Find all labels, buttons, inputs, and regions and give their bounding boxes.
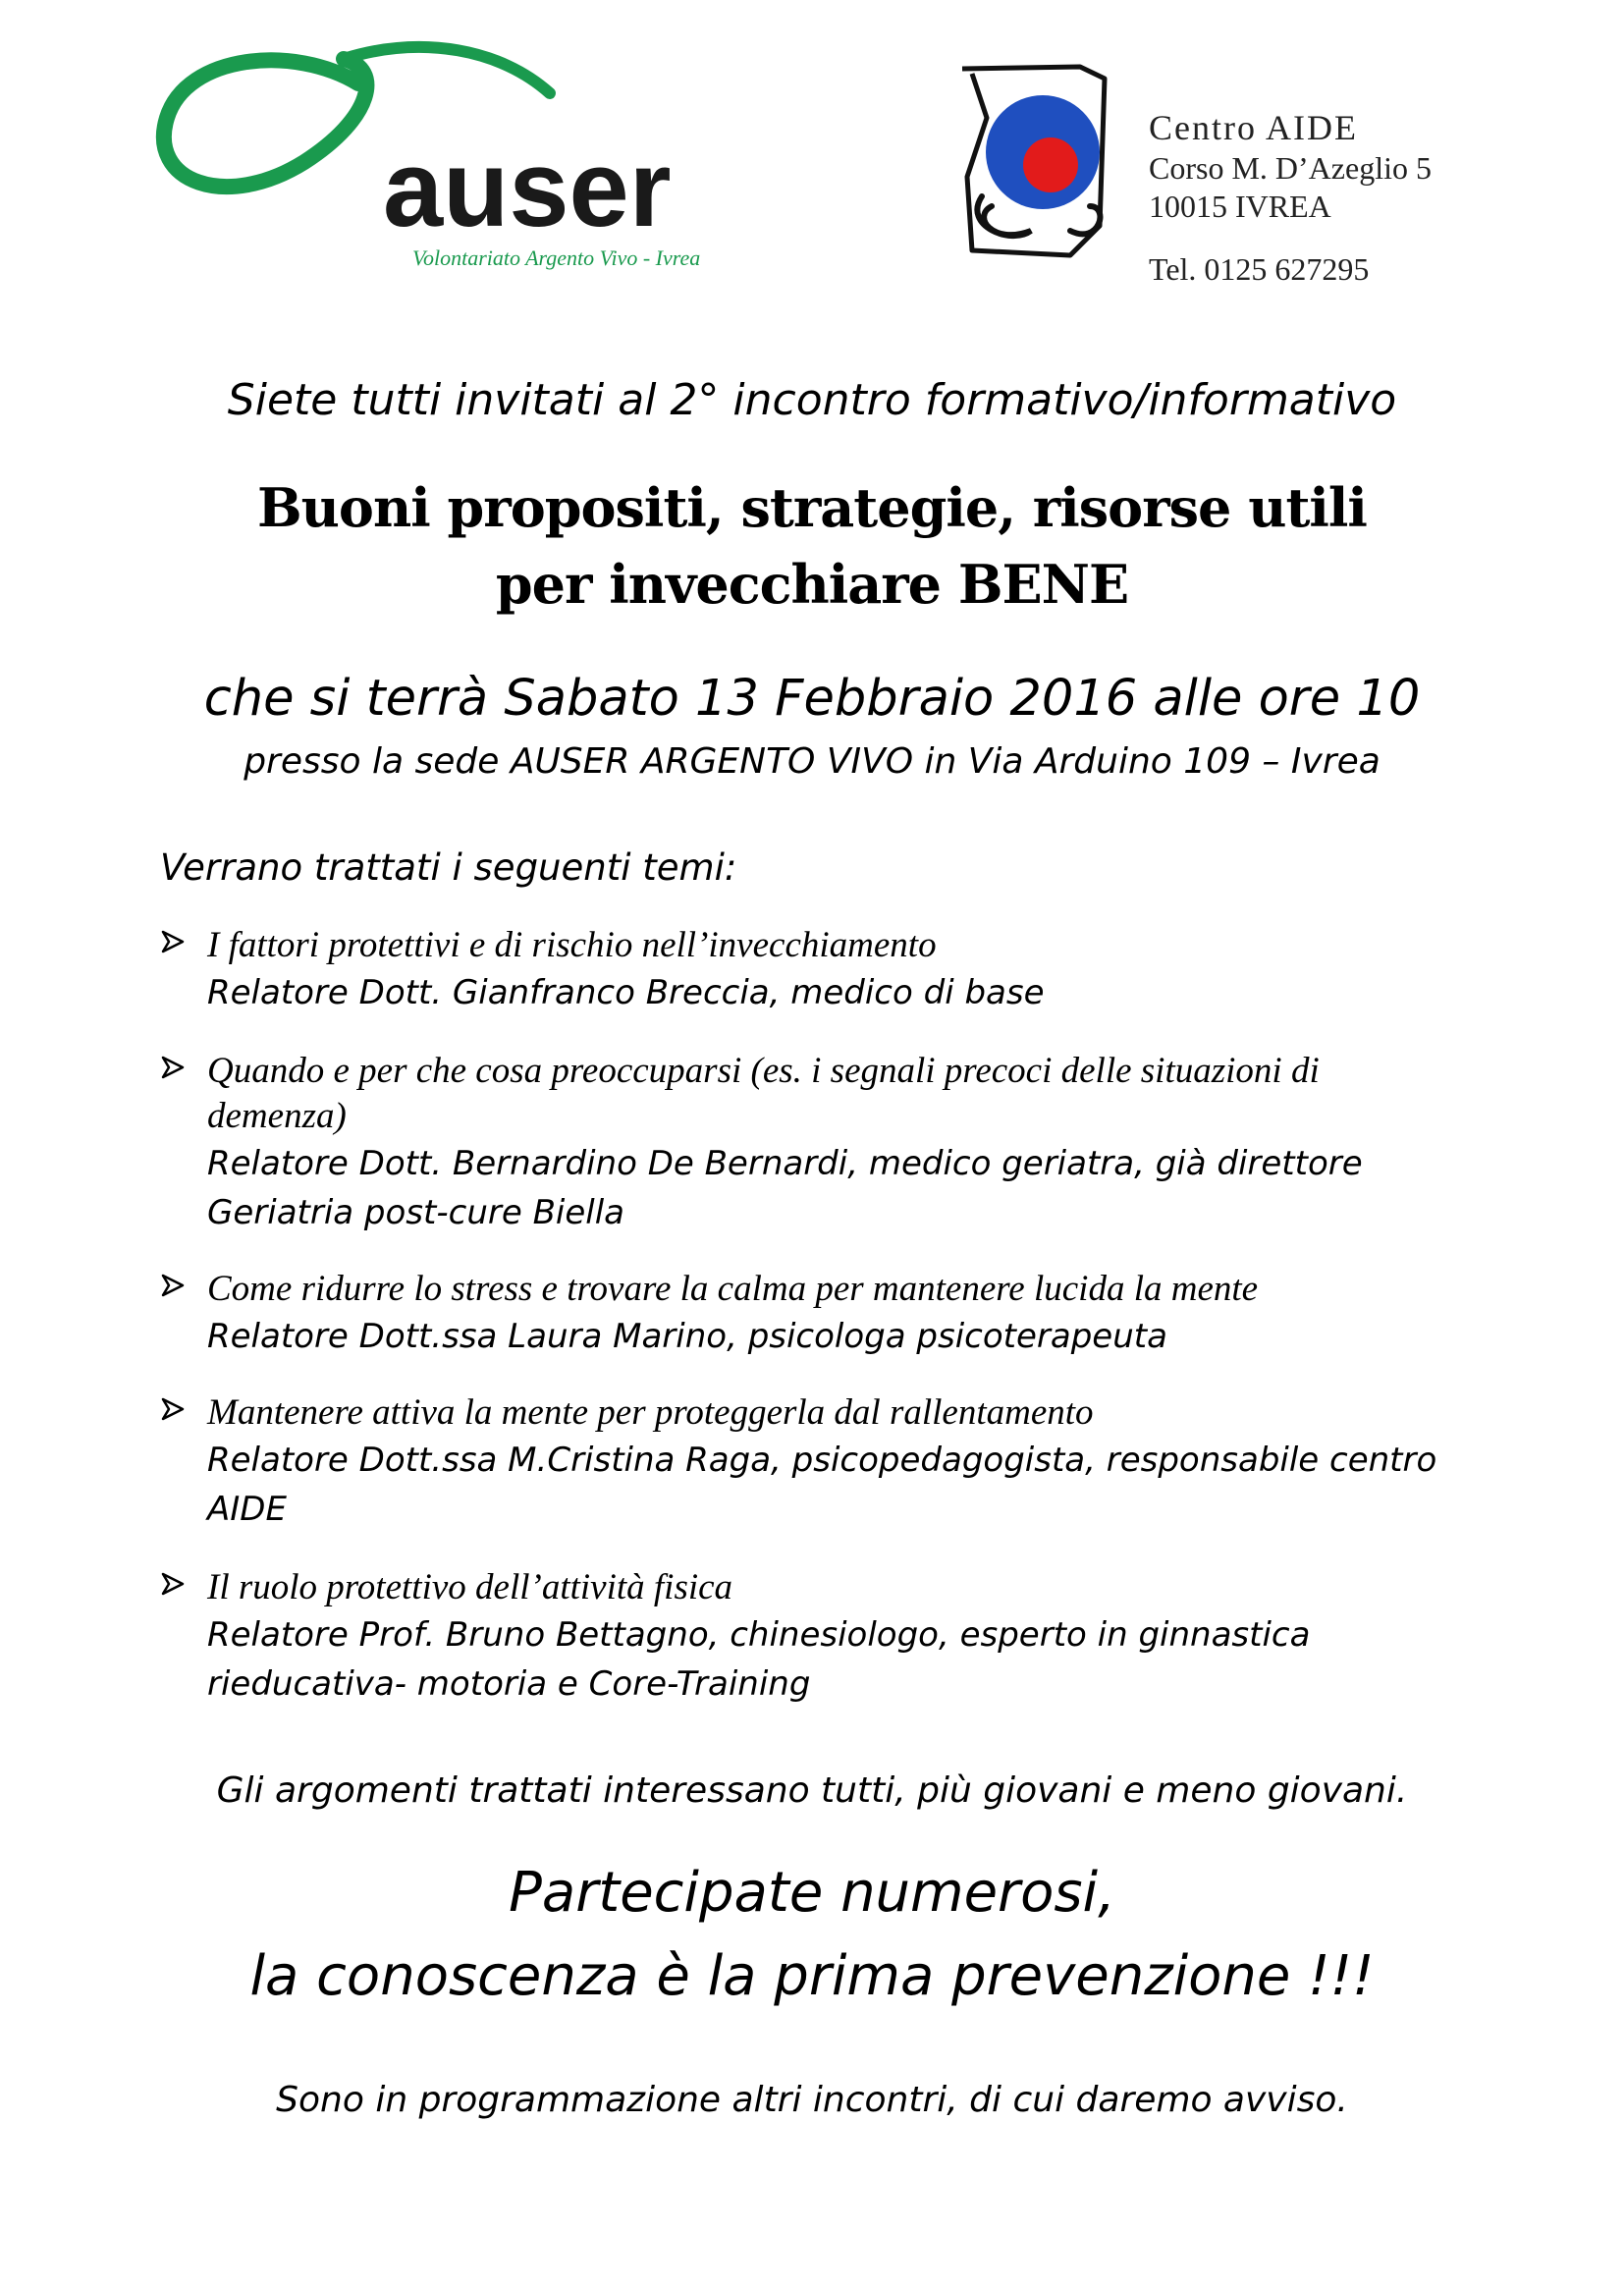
topic-speaker: Relatore Dott. Gianfranco Breccia, medico di base: [207, 973, 1045, 1012]
aide-contact-block: [1149, 106, 1432, 289]
topic-speaker: Relatore Dott. Bernardino De Bernardi, medico geriatra, già direttore Geriatria post-cure Biella: [207, 1144, 1363, 1232]
topic-heading: I fattori protettivi e di rischio nell’invecchiamento: [207, 925, 937, 965]
topic-heading: Mantenere attiva la mente per proteggerla dal rallentamento: [207, 1392, 1094, 1433]
topic-item: [160, 1049, 1495, 1237]
auser-logo-tagline: Volontariato Argento Vivo - Ivrea: [412, 245, 701, 270]
arrow-bullet-icon: [160, 929, 186, 954]
call-to-action-line-2: la conoscenza è la prima prevenzione !!!: [249, 1944, 1375, 2008]
aide-logo: [952, 59, 1114, 265]
aide-address-line-1: Corso M. D’Azeglio 5: [1149, 150, 1432, 186]
arrow-bullet-icon: [160, 1396, 186, 1422]
arrow-bullet-icon: [160, 1273, 186, 1298]
call-to-action-line-1: Partecipate numerosi,: [509, 1861, 1115, 1925]
aide-phone: Tel. 0125 627295: [1149, 251, 1370, 287]
title-line-1: Buoni propositi, strategie, risorse utili: [257, 476, 1367, 539]
footer-note: Sono in programmazione altri incontri, di cui daremo avviso.: [276, 2080, 1348, 2120]
topic-item: [160, 1565, 1495, 1709]
arrow-bullet-icon: [160, 1055, 186, 1080]
arrow-bullet-icon: [160, 1571, 186, 1597]
topic-heading: Il ruolo protettivo dell’attività fisica: [207, 1567, 733, 1607]
topic-item: [160, 1267, 1495, 1361]
title-line-2: per invecchiare BENE: [495, 553, 1129, 616]
invite-line: Siete tutti invitati al 2° incontro formativo/informativo: [227, 375, 1397, 425]
topic-speaker: Relatore Prof. Bruno Bettagno, chinesiologo, esperto in ginnastica rieducativa- motoria e Core-Training: [207, 1615, 1311, 1704]
topic-heading: Quando e per che cosa preoccuparsi (es. i segnali precoci delle situazioni di demenza): [207, 1051, 1320, 1136]
aide-logo-red-dot: [1023, 137, 1078, 192]
audience-note: Gli argomenti trattati interessano tutti, più giovani e meno giovani.: [216, 1770, 1408, 1811]
event-date-line: che si terrà Sabato 13 Febbraio 2016 alle ore 10: [203, 670, 1421, 728]
auser-logo: [147, 25, 736, 270]
event-venue-line: presso la sede AUSER ARGENTO VIVO in Via Arduino 109 – Ivrea: [244, 741, 1380, 782]
auser-logo-swoosh-tail: [344, 47, 550, 93]
aide-address-line-2: 10015 IVREA: [1149, 189, 1331, 224]
auser-logo-word: auser: [383, 129, 672, 249]
topics-intro: Verrano trattati i seguenti temi:: [160, 846, 737, 889]
auser-logo-swoosh: [164, 59, 367, 187]
topic-speaker: Relatore Dott.ssa Laura Marino, psicologa psicoterapeuta: [207, 1317, 1167, 1356]
aide-name: Centro AIDE: [1149, 108, 1358, 147]
topic-item: [160, 923, 1495, 1017]
topic-speaker: Relatore Dott.ssa M.Cristina Raga, psicopedagogista, responsabile centro AIDE: [207, 1441, 1437, 1529]
topic-heading: Come ridurre lo stress e trovare la calma per mantenere lucida la mente: [207, 1269, 1259, 1309]
topic-item: [160, 1390, 1495, 1534]
